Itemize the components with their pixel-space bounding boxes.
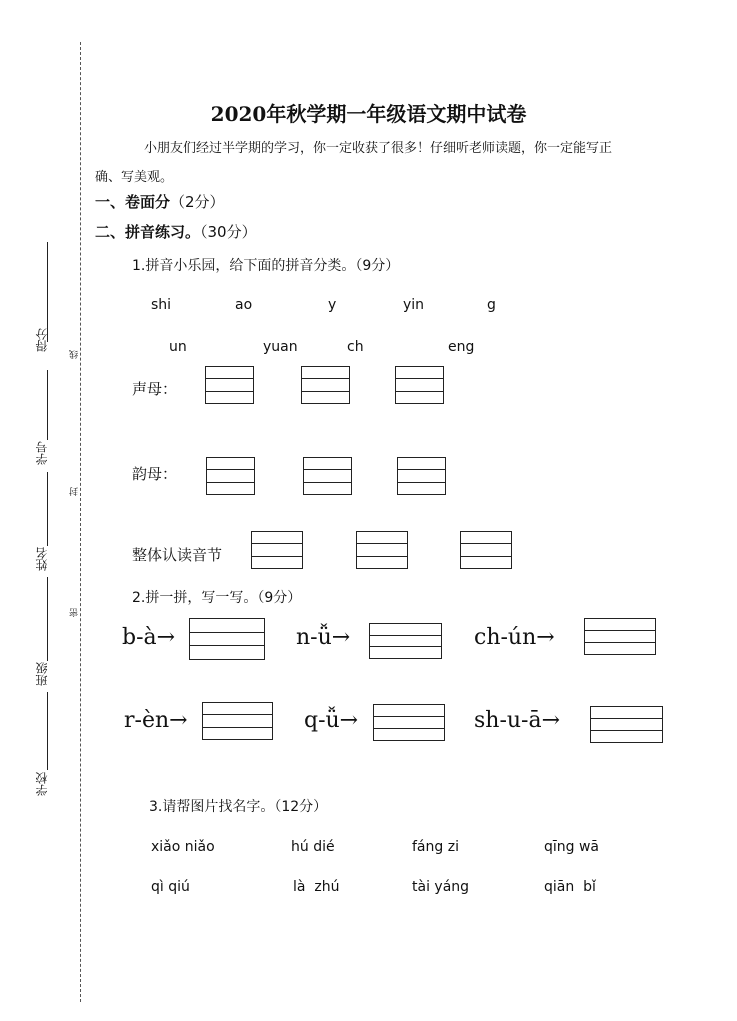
zhengti-label: 整体认读音节 — [132, 546, 223, 564]
class-blank-line — [47, 577, 48, 661]
spelling-item: r-èn→ — [124, 708, 188, 733]
zhengti-writing-box[interactable] — [460, 531, 512, 569]
yunmu-writing-box[interactable] — [206, 457, 255, 495]
name-label: 姓名 — [35, 547, 49, 571]
picture-name-option: qì qiú — [151, 879, 190, 895]
section-one-title: 一、卷面分 — [95, 193, 171, 211]
shengmu-writing-box[interactable] — [301, 366, 350, 404]
page-title: 2020年秋学期一年级语文期中试卷 — [210, 102, 527, 126]
question-2-text: 2.拼一拼，写一写。（9分） — [132, 590, 302, 606]
spelling-writing-box[interactable] — [590, 706, 663, 743]
shengmu-writing-box[interactable] — [205, 366, 254, 404]
pinyin-option: y — [328, 297, 337, 313]
spelling-writing-box[interactable] — [369, 623, 442, 659]
intro-text-line1: 小朋友们经过半学期的学习，你一定收获了很多！仔细听老师读题，你一定能写正 — [144, 141, 613, 156]
seal-mark-xian: 线 — [70, 350, 80, 359]
spelling-writing-box[interactable] — [584, 618, 656, 655]
picture-name-option: fáng zi — [412, 839, 459, 855]
spelling-item: ch-ún→ — [474, 625, 555, 650]
section-two-heading — [95, 221, 257, 242]
pinyin-option: g — [487, 297, 496, 313]
zhengti-writing-box[interactable] — [356, 531, 408, 569]
student-number-blank-line — [47, 370, 48, 440]
pinyin-option: eng — [448, 339, 475, 355]
spelling-item: n-ǚ→ — [296, 625, 351, 650]
pinyin-option: yuan — [263, 339, 298, 355]
school-blank-line — [47, 692, 48, 770]
spelling-writing-box[interactable] — [202, 702, 273, 740]
section-two-title: 二、拼音练习。 — [95, 223, 201, 241]
spelling-item: sh-u-ā→ — [474, 708, 561, 733]
name-blank-line — [47, 472, 48, 546]
score-label: 得分 — [35, 328, 49, 352]
zhengti-writing-box[interactable] — [251, 531, 303, 569]
seal-mark-feng: 封 — [70, 487, 80, 496]
pinyin-option: shi — [151, 297, 172, 313]
school-label: 学校 — [35, 772, 49, 796]
shengmu-label: 声母： — [132, 380, 178, 398]
pinyin-option: ao — [235, 297, 253, 313]
question-1-text: 1.拼音小乐园，给下面的拼音分类。（9分） — [132, 258, 400, 274]
picture-name-option: là zhú — [293, 879, 340, 895]
binding-dashed-line — [80, 42, 81, 1002]
yunmu-writing-box[interactable] — [397, 457, 446, 495]
score-blank-line — [47, 242, 48, 342]
shengmu-writing-box[interactable] — [395, 366, 444, 404]
section-two-points: （30分） — [200, 223, 257, 241]
pinyin-option: ch — [347, 339, 364, 355]
spelling-writing-box[interactable] — [373, 704, 445, 741]
picture-name-option: tài yáng — [412, 879, 470, 895]
question-3-text: 3.请帮图片找名字。（12分） — [149, 799, 328, 815]
yunmu-writing-box[interactable] — [303, 457, 352, 495]
yunmu-label: 韵母： — [132, 465, 178, 483]
class-label: 班级 — [35, 662, 49, 686]
student-number-label: 学号 — [35, 441, 49, 465]
spelling-item: q-ǚ→ — [304, 708, 359, 733]
section-one-heading — [95, 191, 225, 212]
spelling-writing-box[interactable] — [189, 618, 265, 660]
picture-name-option: xiǎo niǎo — [151, 839, 215, 855]
seal-mark-mi: 密 — [70, 608, 80, 617]
pinyin-option: un — [169, 339, 187, 355]
section-one-points: （2分） — [170, 193, 225, 211]
picture-name-option: hú dié — [291, 839, 335, 855]
picture-name-option: qīng wā — [544, 839, 600, 855]
pinyin-option: yin — [403, 297, 425, 313]
picture-name-option: qiān bǐ — [544, 879, 596, 895]
intro-text-line2: 确、写美观。 — [95, 170, 174, 185]
spelling-item: b-à→ — [122, 625, 176, 650]
